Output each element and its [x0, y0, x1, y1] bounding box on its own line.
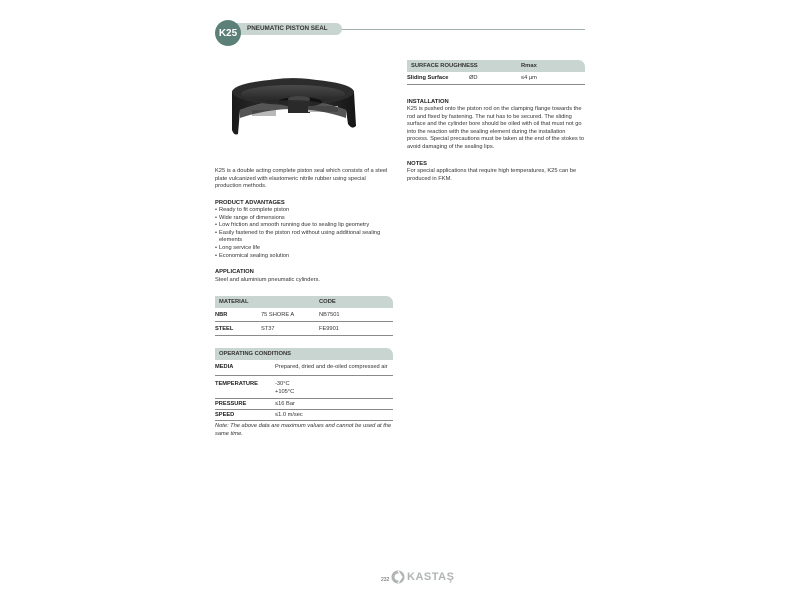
list-item: • Economical sealing solution — [215, 253, 393, 261]
condition-value: ≤16 Bar — [275, 401, 295, 407]
header-divider — [342, 29, 585, 30]
condition-label: PRESSURE — [215, 401, 247, 407]
surface-symbol: ØD — [469, 75, 478, 81]
intro-text: K25 is a double acting complete piston seal which consists of a steel plate vulcanized with elastomeric nitrile rubber using special production methods. — [215, 168, 388, 190]
material-code: FE9901 — [319, 326, 339, 332]
notes-text: For special applications that require high temperatures, K25 can be produced in FKM. — [407, 168, 577, 182]
list-item: • Long service life — [215, 245, 393, 253]
material-column-header: MATERIAL — [219, 299, 249, 305]
table-row — [407, 73, 585, 85]
surface-roughness-title: SURFACE ROUGHNESS — [411, 63, 478, 69]
list-item: • Low friction and smooth running due to sealing lip geometry — [215, 222, 393, 230]
brand-logo-icon — [391, 570, 405, 584]
installation-heading: INSTALLATION — [407, 99, 449, 105]
table-row — [215, 379, 393, 399]
material-code: NB7501 — [319, 312, 340, 318]
condition-label: MEDIA — [215, 364, 234, 370]
brand-name: KASTAŞ — [407, 571, 455, 583]
application-heading: APPLICATION — [215, 269, 254, 275]
piston-seal-image — [228, 70, 358, 150]
table-row — [215, 310, 393, 322]
advantages-heading: PRODUCT ADVANTAGES — [215, 200, 285, 206]
operating-conditions-title: OPERATING CONDITIONS — [219, 351, 292, 357]
operating-conditions-header — [215, 348, 393, 360]
brand-logo — [391, 570, 454, 584]
surface-roughness-table — [407, 73, 585, 85]
note-text: Note: The above data are maximum values and cannot be used at the same time. — [215, 423, 392, 437]
list-item: • Easily fastened to the piston rod without using additional sealing elements — [215, 230, 393, 245]
table-row — [215, 410, 393, 421]
material-table — [215, 310, 393, 336]
surface-roughness-header — [407, 60, 585, 72]
advantages-list — [215, 207, 393, 260]
condition-value: ≤1.0 m/sec — [275, 412, 303, 418]
page-number: 232 — [381, 577, 390, 583]
condition-label: SPEED — [215, 412, 235, 418]
surface-value: ≤4 µm — [521, 75, 537, 81]
material-spec: ST37 — [261, 326, 275, 332]
condition-value: -30°C — [275, 381, 290, 387]
surface-label: Sliding Surface — [407, 75, 449, 81]
condition-value: Prepared, dried and de-oiled compressed air — [275, 364, 388, 370]
material-name: STEEL — [215, 326, 234, 332]
list-item: • Ready to fit complete piston — [215, 207, 393, 215]
code-column-header: CODE — [319, 299, 336, 305]
condition-value: +105°C — [275, 388, 295, 395]
material-table-header — [215, 296, 393, 308]
table-row — [215, 324, 393, 336]
operating-conditions-table — [215, 362, 393, 421]
table-row — [215, 399, 393, 410]
page-title: PNEUMATIC PISTON SEAL — [230, 23, 342, 35]
application-text: Steel and aluminium pneumatic cylinders. — [215, 277, 320, 283]
condition-label: TEMPERATURE — [215, 381, 258, 387]
installation-text: K25 is pushed onto the piston rod on the clamping flange towards the rod and fixed by fastening. The nut has to be secured. The sliding surface and the cylinder bore should be oiled with oil that must not go into the reaction with the sealing element during the installation process. Special precautions must be taken at the end of the stokes to avoid damaging of the sealing lips. — [407, 106, 585, 150]
material-spec: 75 SHORE A — [261, 312, 295, 318]
notes-heading: NOTES — [407, 161, 427, 167]
list-item: • Wide range of dimensions — [215, 215, 393, 223]
rmax-column-header: Rmax — [521, 63, 537, 69]
product-code-badge: K25 — [215, 20, 241, 46]
material-name: NBR — [215, 312, 228, 318]
table-row — [215, 362, 393, 376]
